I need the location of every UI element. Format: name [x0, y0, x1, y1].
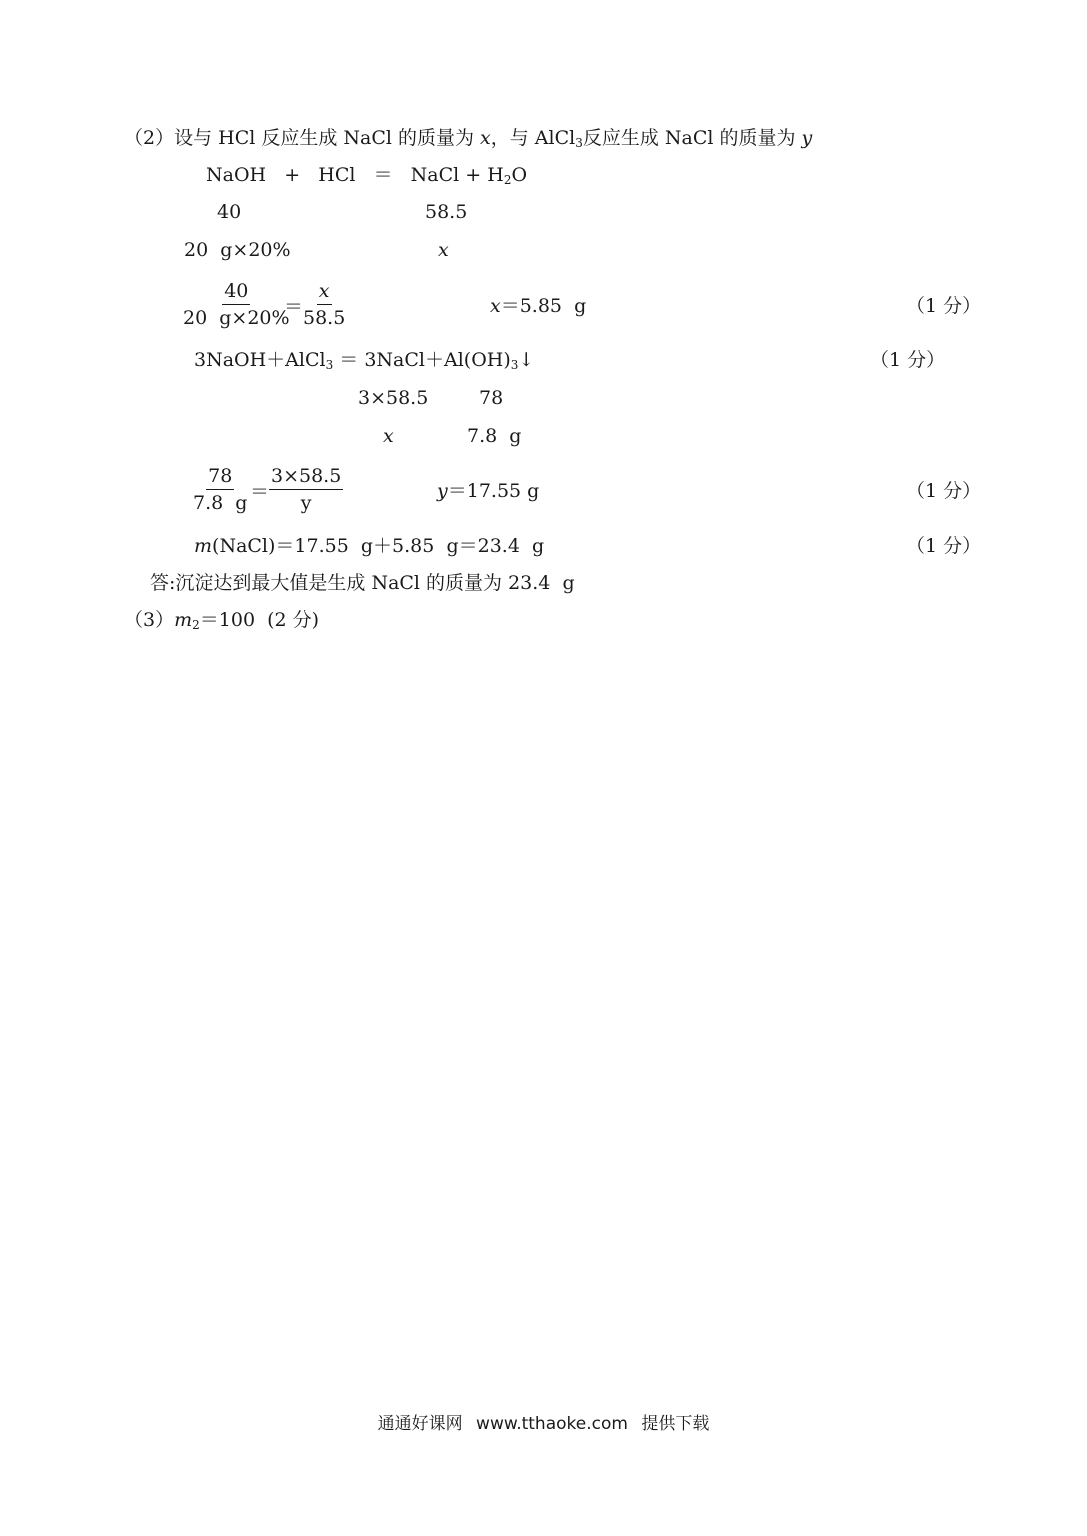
- score-1: （1 分）: [906, 295, 982, 317]
- fraction-left-1: $\frac{40}{20 g\times 20\%}$: [183, 280, 290, 329]
- total-nacl-mass: m(NaCl)＝17.55 g＋5.85 g＝23.4 g: [194, 535, 545, 557]
- answer-statement: 答:沉淀达到最大值是生成 NaCl 的质量为 23.4 g: [150, 572, 575, 594]
- given-precipitate: 7.8 g: [467, 425, 522, 447]
- fraction-left-2: $\frac{78}{7.8 g}$: [193, 465, 248, 514]
- equation-naoh-hcl: NaOH + HCl ＝ NaCl + $H_2O$: [206, 164, 528, 187]
- mass-naoh: 40: [217, 201, 242, 223]
- part2-intro: （2）设与 HCl 反应生成 NaCl 的质量为 x，与 AlCl$_3$反应生成 NaCl 的质量为 y: [124, 127, 813, 150]
- score-3: （1 分）: [906, 480, 982, 502]
- mass-aloh3: 78: [479, 387, 504, 409]
- equation-naoh-alcl3: 3NaOH＋AlCl$_3$ ＝ $3NaCl+Al(OH)_3↓$: [194, 349, 535, 372]
- given-naoh: 20 g×20%: [184, 239, 291, 261]
- result-x: x＝5.85 g: [490, 295, 587, 317]
- unknown-x-2: x: [383, 425, 394, 447]
- part3-answer: $(3)m_2=100$ (2 分): [124, 609, 320, 632]
- equals-sign-2: ＝: [250, 481, 270, 503]
- equals-sign-1: ＝: [284, 296, 304, 318]
- fraction-right-1: $\frac{x}{58.5}$: [303, 280, 346, 329]
- score-4: （1 分）: [906, 535, 982, 557]
- score-2: （1 分）: [870, 349, 946, 371]
- fraction-right-2: $\frac{3\times 58.5}{y}$: [271, 465, 342, 514]
- page-footer: [0, 1409, 1087, 1434]
- footer-tail: 提供下载: [641, 1414, 710, 1434]
- mass-nacl: 58.5: [425, 201, 468, 223]
- mass-3nacl: 3×58.5: [358, 387, 429, 409]
- unknown-x: x: [438, 239, 449, 261]
- result-y: y＝17.55 g: [437, 480, 540, 502]
- footer-site-name: 通通好课网: [377, 1414, 463, 1434]
- footer-url[interactable]: www.tthaoke.com: [476, 1414, 628, 1434]
